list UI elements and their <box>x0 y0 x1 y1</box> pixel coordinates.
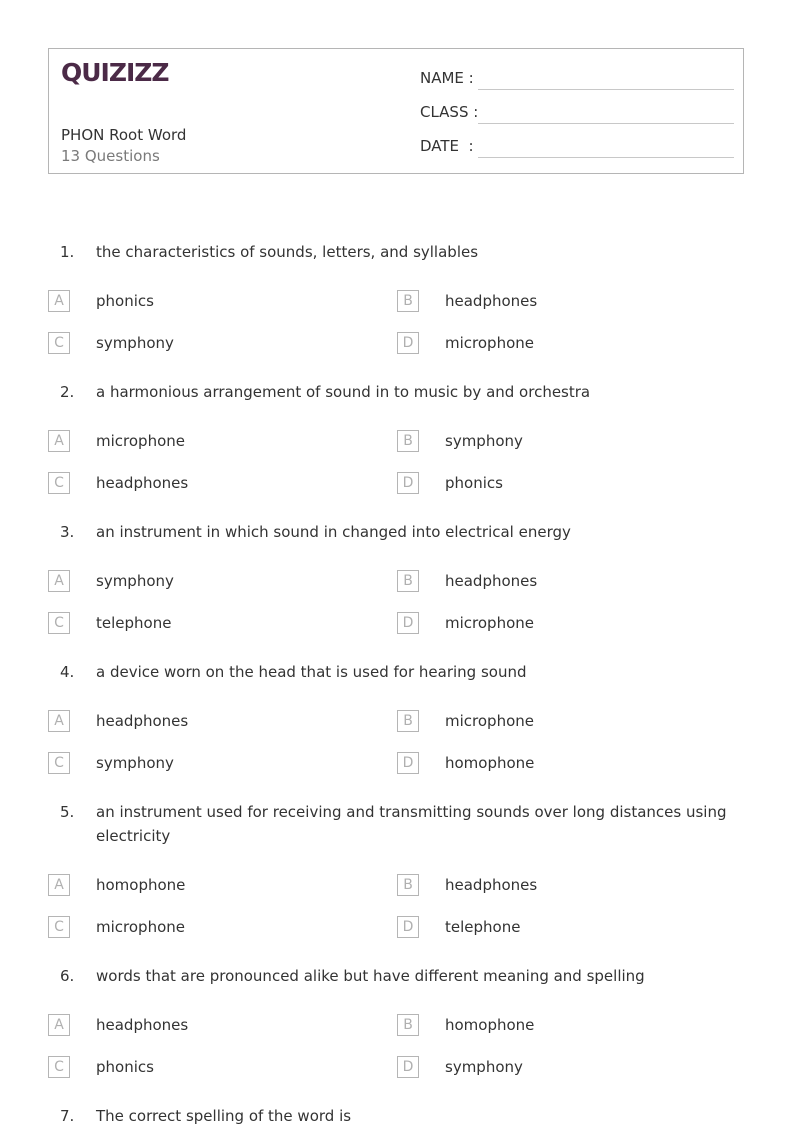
question-text: a harmonious arrangement of sound in to music by and orchestra <box>96 383 591 401</box>
option-letter-box: C <box>48 916 70 938</box>
option-letter-box: B <box>397 570 419 592</box>
option-letter-box: B <box>397 874 419 896</box>
option-letter-box: A <box>48 710 70 732</box>
option-text: headphones <box>445 572 538 590</box>
option-text: symphony <box>445 432 523 450</box>
name-field[interactable] <box>420 66 734 90</box>
option-text: symphony <box>96 754 174 772</box>
question-text: an instrument in which sound in changed into electrical energy <box>96 523 571 541</box>
question-number: 6. <box>60 967 75 985</box>
option-text: telephone <box>96 614 172 632</box>
option-letter-box: C <box>48 752 70 774</box>
date-field[interactable] <box>420 134 734 158</box>
option-text: phonics <box>96 292 154 310</box>
option-letter-box: D <box>397 332 419 354</box>
option-text: symphony <box>96 334 174 352</box>
question-count: 13 Questions <box>61 147 160 165</box>
option-text: symphony <box>96 572 174 590</box>
option-letter-box: D <box>397 612 419 634</box>
option-text: homophone <box>445 1016 535 1034</box>
option-letter-box: A <box>48 874 70 896</box>
option-text: headphones <box>445 292 538 310</box>
question-number: 3. <box>60 523 75 541</box>
option-letter-box: C <box>48 472 70 494</box>
question-number: 1. <box>60 243 75 261</box>
date-label: DATE : <box>420 137 474 155</box>
quizizz-logo: QUIZIZZ <box>61 58 169 87</box>
option-text: microphone <box>445 614 534 632</box>
question-text: The correct spelling of the word is <box>96 1107 352 1125</box>
option-text: headphones <box>96 712 189 730</box>
name-label: NAME : <box>420 69 474 87</box>
option-letter-box: B <box>397 430 419 452</box>
option-letter-box: B <box>397 1014 419 1036</box>
option-letter-box: C <box>48 1056 70 1078</box>
option-letter-box: A <box>48 430 70 452</box>
question-number: 4. <box>60 663 75 681</box>
option-text: homophone <box>445 754 535 772</box>
option-text: microphone <box>445 712 534 730</box>
option-text: headphones <box>445 876 538 894</box>
option-text: phonics <box>96 1058 154 1076</box>
option-letter-box: C <box>48 332 70 354</box>
option-letter-box: D <box>397 472 419 494</box>
name-line <box>478 89 734 90</box>
option-letter-box: D <box>397 752 419 774</box>
option-text: headphones <box>96 474 189 492</box>
option-letter-box: A <box>48 1014 70 1036</box>
option-letter-box: D <box>397 916 419 938</box>
option-letter-box: B <box>397 290 419 312</box>
option-text: microphone <box>96 918 185 936</box>
option-text: homophone <box>96 876 186 894</box>
question-number: 7. <box>60 1107 75 1125</box>
question-number: 2. <box>60 383 75 401</box>
option-letter-box: A <box>48 290 70 312</box>
class-line <box>478 123 734 124</box>
date-line <box>478 157 734 158</box>
class-field[interactable] <box>420 100 734 124</box>
worksheet-title: PHON Root Word <box>61 126 187 144</box>
option-letter-box: C <box>48 612 70 634</box>
option-text: phonics <box>445 474 503 492</box>
question-text: an instrument used for receiving and transmitting sounds over long distances using electricity <box>96 803 727 845</box>
option-letter-box: A <box>48 570 70 592</box>
option-text: telephone <box>445 918 521 936</box>
option-letter-box: B <box>397 710 419 732</box>
question-number: 5. <box>60 803 75 821</box>
option-text: symphony <box>445 1058 523 1076</box>
class-label: CLASS : <box>420 103 479 121</box>
option-text: microphone <box>445 334 534 352</box>
option-letter-box: D <box>397 1056 419 1078</box>
question-text: the characteristics of sounds, letters, and syllables <box>96 243 479 261</box>
option-text: microphone <box>96 432 185 450</box>
worksheet-header <box>48 48 744 174</box>
question-text: words that are pronounced alike but have different meaning and spelling <box>96 967 645 985</box>
question-text: a device worn on the head that is used for hearing sound <box>96 663 527 681</box>
option-text: headphones <box>96 1016 189 1034</box>
